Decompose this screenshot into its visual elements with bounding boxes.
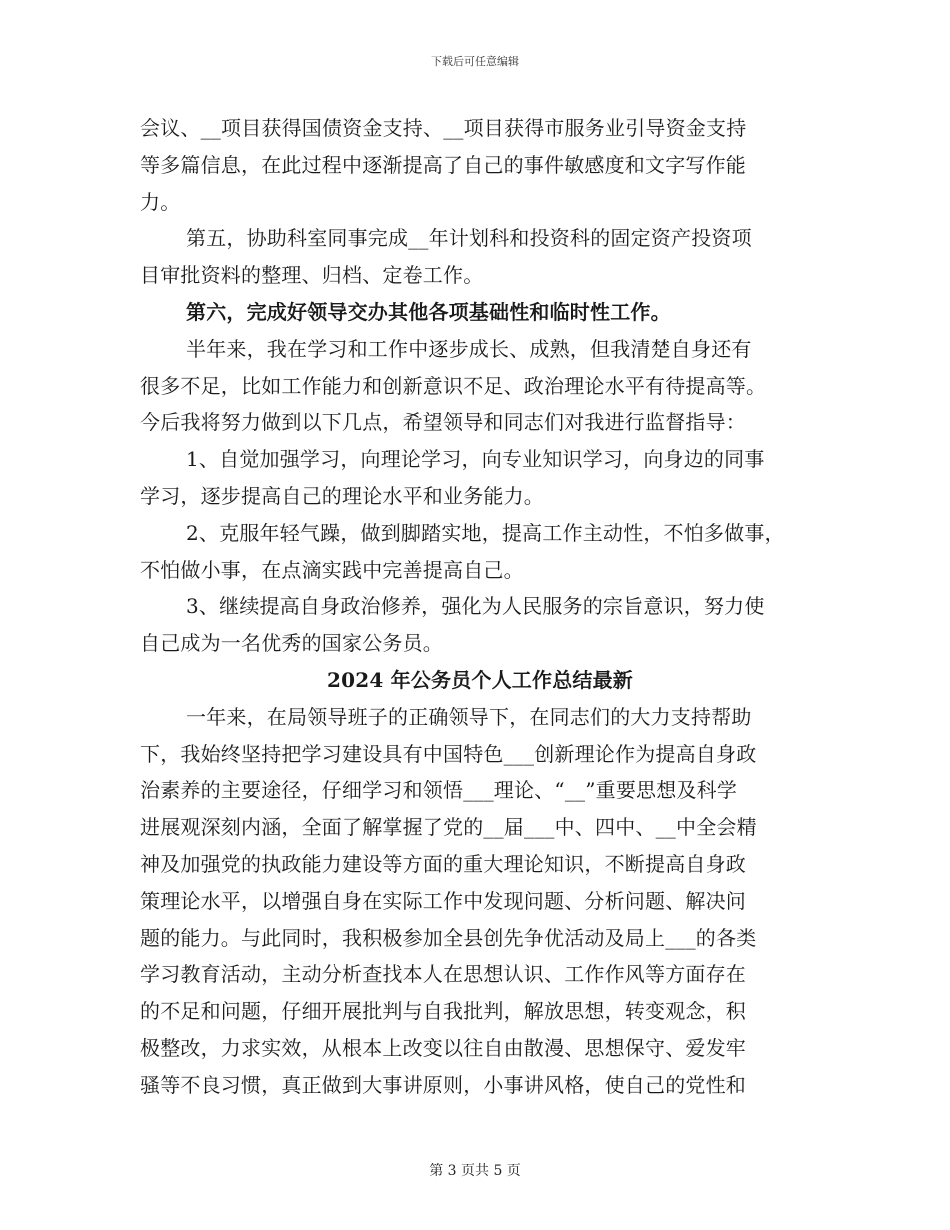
text-line: 3、继续提高自身政治修养，强化为人民服务的宗旨意识，努力使 xyxy=(186,594,765,619)
text-line: 会议、__项目获得国债资金支持、__项目获得市服务业引导资金支持 xyxy=(140,116,747,140)
text-line: 题的能力。与此同时，我积极参加全县创先争优活动及局上___的各类 xyxy=(140,925,757,950)
text-line: 半年来，我在学习和工作中逐步成长、成熟，但我清楚自身还有 xyxy=(186,336,752,361)
document-body xyxy=(140,110,820,1104)
text-line: 2、克服年轻气躁，做到脚踏实地，提高工作主动性，不怕多做事， xyxy=(186,520,785,545)
text-line: 策理论水平，以增强自身在实际工作中发现问题、分析问题、解决问 xyxy=(140,888,746,913)
text-line: 1、自觉加强学习，向理论学习，向专业知识学习，向身边的同事 xyxy=(186,447,765,472)
text-line: 的不足和问题，仔细开展批判与自我批判，解放思想，转变观念，积 xyxy=(140,999,746,1024)
text-line: 下，我始终坚持把学习建设具有中国特色___创新理论作为提高自身政 xyxy=(140,741,757,766)
text-line: 今后我将努力做到以下几点，希望领导和同志们对我进行监督指导： xyxy=(140,410,746,435)
text-line: 神及加强党的执政能力建设等方面的重大理论知识，不断提高自身政 xyxy=(140,851,746,876)
section-title: 2024 年公务员个人工作总结最新 xyxy=(326,667,634,692)
text-line: 骚等不良习惯，真正做到大事讲原则，小事讲风格，使自己的党性和 xyxy=(140,1072,746,1097)
text-line: 治素养的主要途径，仔细学习和领悟___理论、“__”重要思想及科学 xyxy=(140,778,738,803)
text-line: 不怕做小事，在点滴实践中完善提高自己。 xyxy=(140,557,524,582)
text-line: 学习教育活动，主动分析查找本人在思想认识、工作作风等方面存在 xyxy=(140,962,746,987)
text-line: 第五，协助科室同事完成__年计划科和投资科的固定资产投资项 xyxy=(186,226,752,251)
text-line: 极整改，力求实效，从根本上改变以往自由散漫、思想保守、爱发牢 xyxy=(140,1035,746,1060)
text-line: 学习，逐步提高自己的理论水平和业务能力。 xyxy=(140,483,544,508)
text-line: 等多篇信息，在此过程中逐渐提高了自己的事件敏感度和文字写作能 xyxy=(140,152,746,177)
text-line: 力。 xyxy=(140,189,181,214)
text-line: 很多不足，比如工作能力和创新意识不足、政治理论水平有待提高等。 xyxy=(140,373,767,398)
page-footer: 第 3 页共 5 页 xyxy=(429,1163,521,1179)
bold-heading-line: 第六，完成好领导交办其他各项基础性和临时性工作。 xyxy=(186,299,671,324)
text-line: 自己成为一名优秀的国家公务员。 xyxy=(140,631,443,656)
page-header: 下载后可任意编辑 xyxy=(431,55,519,68)
text-line: 目审批资料的整理、归档、定卷工作。 xyxy=(140,263,484,288)
text-line: 一年来，在局领导班子的正确领导下，在同志们的大力支持帮助 xyxy=(186,704,752,729)
text-line: 进展观深刻内涵，全面了解掌握了党的__届___中、四中、__中全会精 xyxy=(140,815,757,840)
